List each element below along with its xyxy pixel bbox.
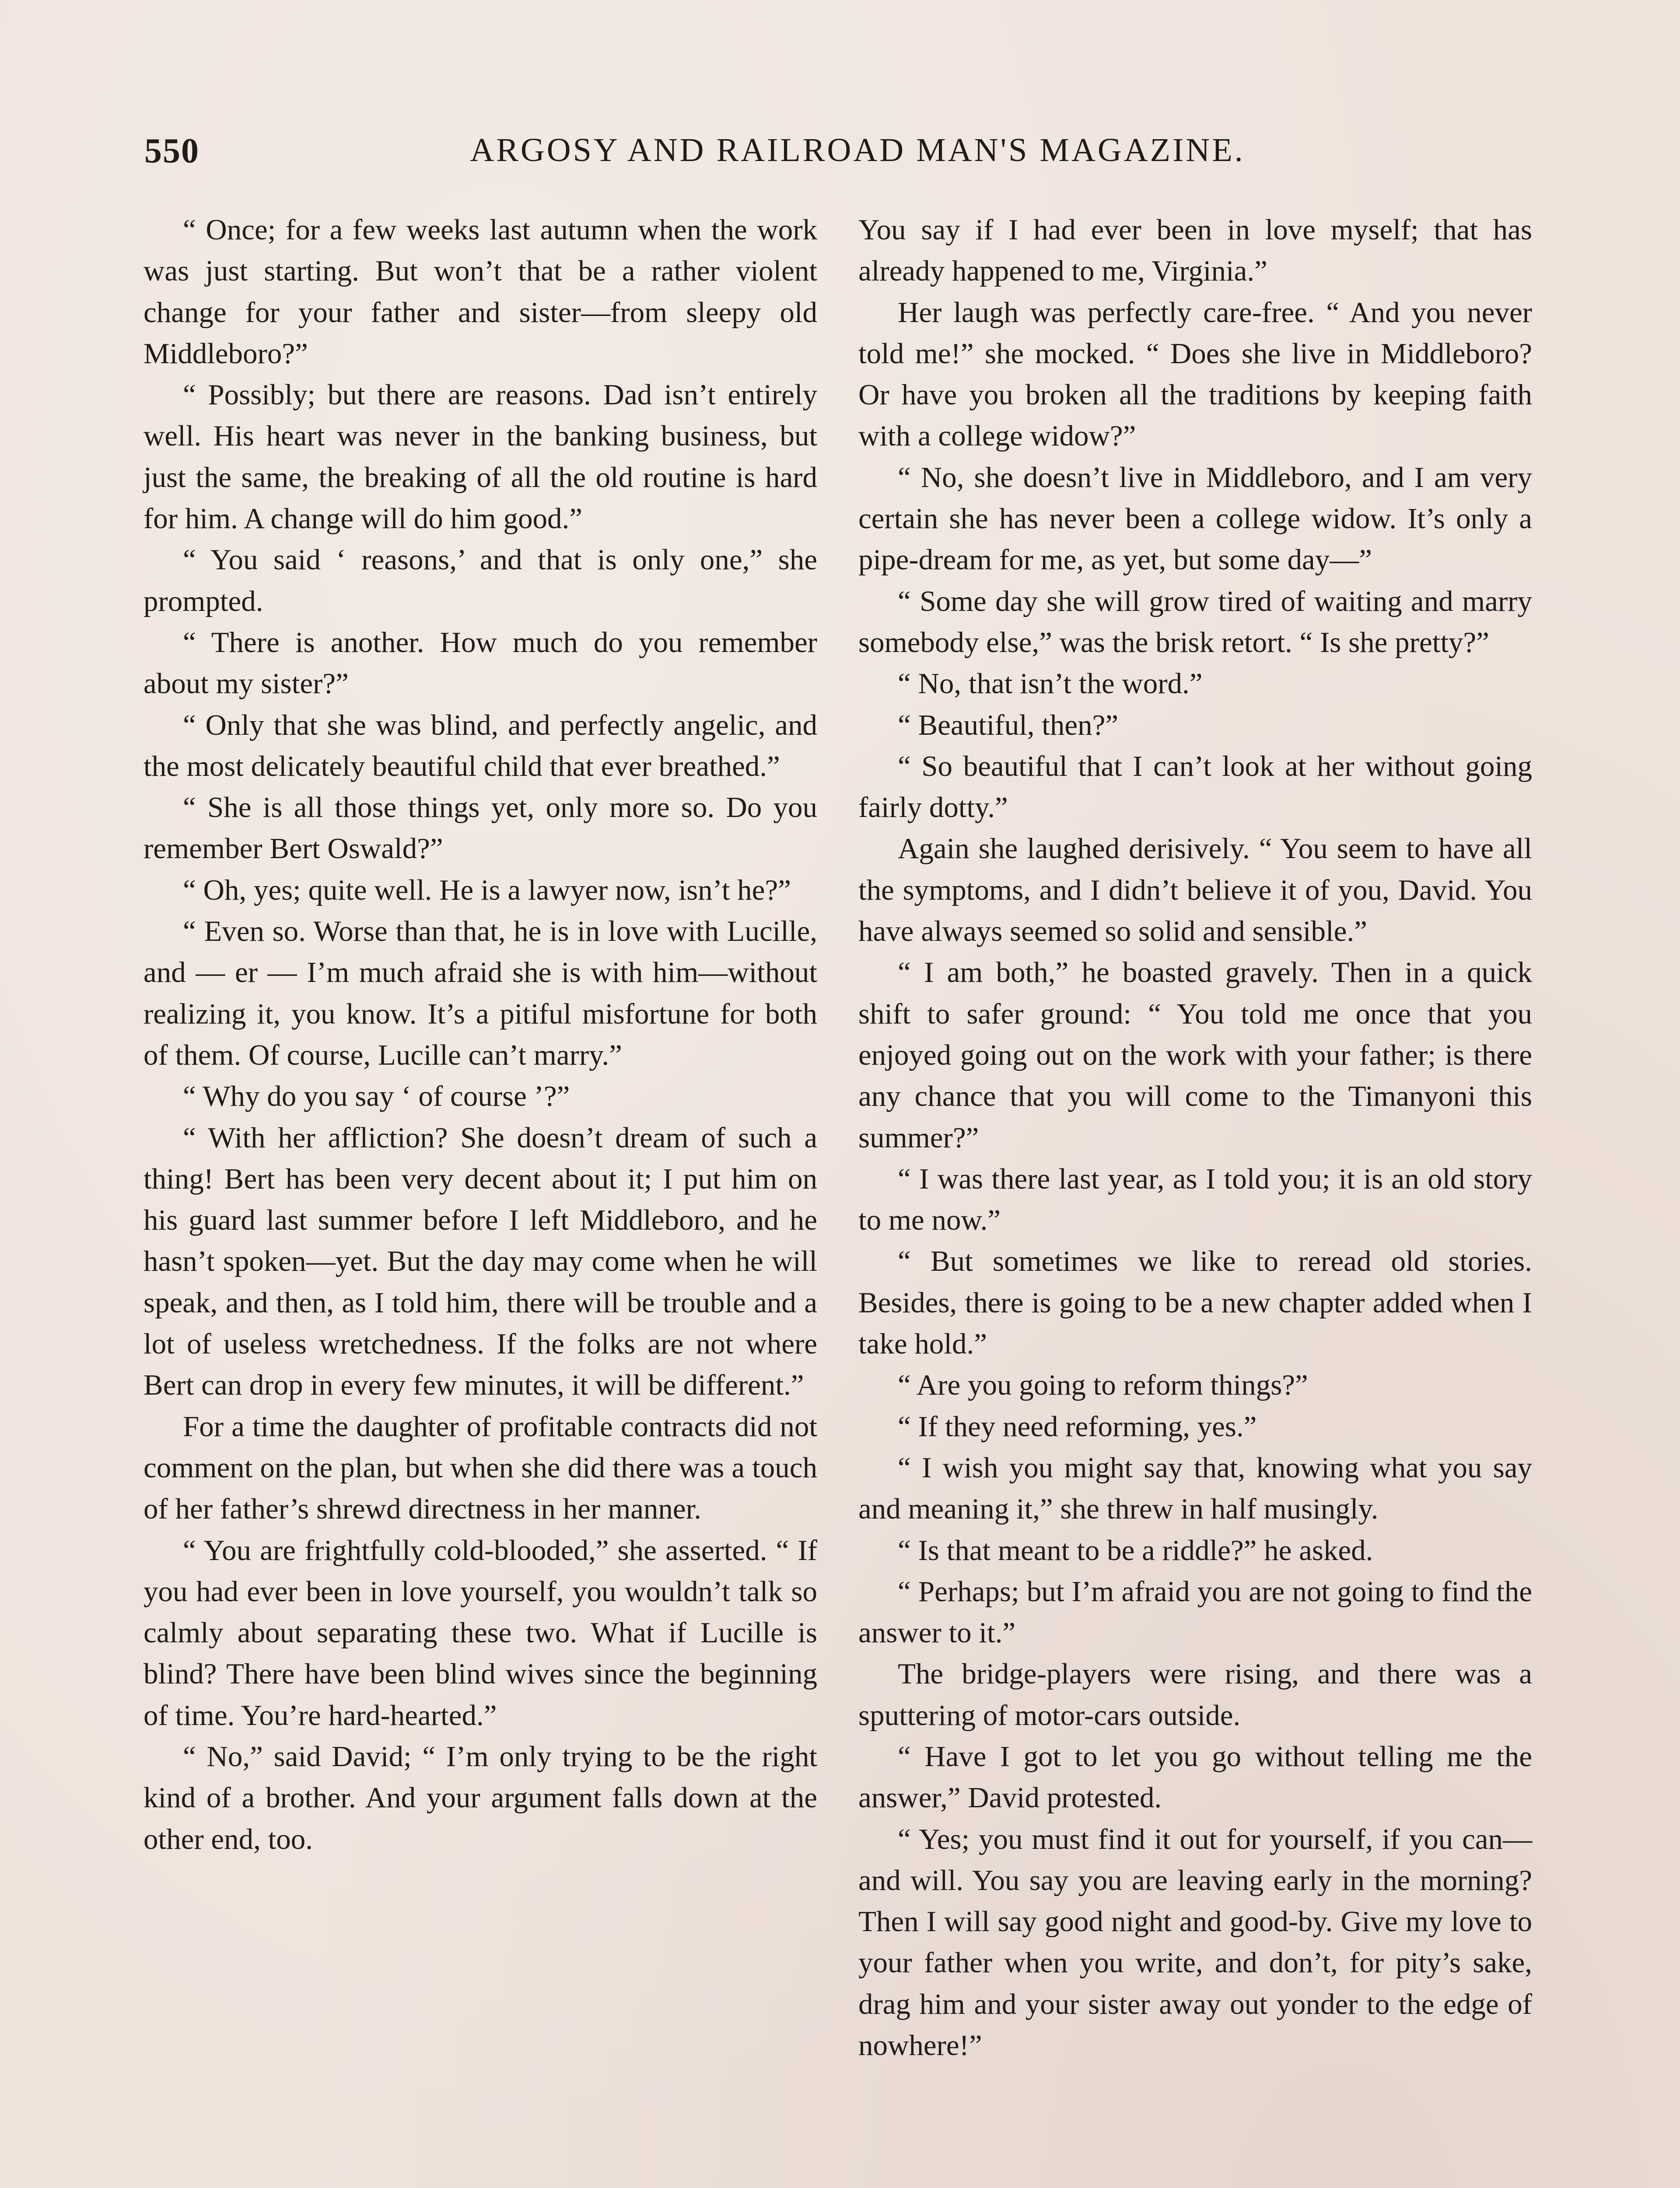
paragraph: “ Are you going to reform things?” <box>898 1369 1308 1402</box>
paragraph: The bridge-players were rising, and there was a sputtering of motor-cars outside. <box>858 1658 1532 1732</box>
paragraph: “ I was there last year, as I told you; it is an old story to me now.” <box>858 1162 1532 1237</box>
paragraph: “ You said ‘ reasons,’ and that is only one,” she prompted. <box>144 543 817 617</box>
paragraph: “ So beautiful that I can’t look at her without going fairly dotty.” <box>858 750 1532 824</box>
paragraph: “ But sometimes we like to reread old stories. Besides, there is going to be a new chapter added when I take hold.” <box>858 1245 1532 1360</box>
paragraph: “ There is another. How much do you remember about my sister?” <box>144 626 817 700</box>
running-title: ARGOSY AND RAILROAD MAN'S MAGAZINE. <box>470 132 1245 168</box>
paragraph: Her laugh was perfectly care-free. “ And you never told me!” she mocked. “ Does she live in Middleboro? Or have you broken all the traditions by keeping faith with a college widow?” <box>858 296 1532 452</box>
paragraph: “ Oh, yes; quite well. He is a lawyer now, isn’t he?” <box>183 873 791 906</box>
paragraph: “ Beautiful, then?” <box>898 708 1119 741</box>
paragraph: “ If they need reforming, yes.” <box>898 1410 1257 1443</box>
page-header <box>144 131 1536 184</box>
paragraph: “ Perhaps; but I’m afraid you are not going to find the answer to it.” <box>858 1575 1532 1649</box>
paragraph: “ Why do you say ‘ of course ’?” <box>183 1080 570 1113</box>
paragraph: For a time the daughter of profitable contracts did not comment on the plan, but when she did there was a touch of her father’s shrewd directness in her manner. <box>144 1410 817 1525</box>
paragraph: “ Some day she will grow tired of waiting and marry somebody else,” was the brisk retort. “ Is she pretty?” <box>858 585 1532 659</box>
paragraph: “ Only that she was blind, and perfectly angelic, and the most delicately beautiful child that ever breathed.” <box>144 708 817 782</box>
page-number: 550 <box>144 132 200 170</box>
right-column <box>858 209 1532 2066</box>
paragraph: “ No, she doesn’t live in Middleboro, and I am very certain she has never been a college widow. It’s only a pipe-dream for me, as yet, but some day—” <box>858 461 1532 576</box>
paragraph: “ No, that isn’t the word.” <box>898 667 1203 700</box>
paragraph: “ She is all those things yet, only more so. Do you remember Bert Oswald?” <box>144 791 817 865</box>
paragraph: “ Is that meant to be a riddle?” he asked. <box>898 1534 1373 1567</box>
paragraph: “ Possibly; but there are reasons. Dad isn’t entirely well. His heart was never in the banking business, but just the same, the breaking of all the old routine is hard for him. A change will do him good.” <box>144 379 817 535</box>
paragraph: “ You are frightfully cold-blooded,” she asserted. “ If you had ever been in love yourself, you wouldn’t talk so calmly about separating these two. What if Lucille is blind? There have been blind wives since the beginning of time. You’re hard-hearted.” <box>144 1534 817 1732</box>
paragraph: “ Once; for a few weeks last autumn when the work was just starting. But won’t that be a rather violent change for your father and sister—from sleepy old Middleboro?” <box>144 214 817 370</box>
paragraph: Again she laughed derisively. “ You seem to have all the symptoms, and I didn’t believe it of you, David. You have always seemed so solid and sensible.” <box>858 832 1532 948</box>
paragraph: “ No,” said David; “ I’m only trying to be the right kind of a brother. And your argument falls down at the other end, too. <box>144 1740 817 1855</box>
paragraph: “ I am both,” he boasted gravely. Then in a quick shift to safer ground: “ You told me once that you enjoyed going out on the work with your father; is there any chance that you will come to the Timanyoni this summer?” <box>858 956 1532 1154</box>
paragraph: “ Yes; you must find it out for yourself, if you can—and will. You say you are leaving early in the morning? Then I will say good night and good-by. Give my love to your father when you write, and don’t, for pity’s sake, drag him and your sister away out yonder to the edge of nowhere!” <box>858 1823 1532 2062</box>
paragraph: “ Even so. Worse than that, he is in love with Lucille, and — er — I’m much afraid she is with him—without realizing it, you know. It’s a pitiful misfortune for both of them. Of course, Lucille can’t marry.” <box>144 915 817 1071</box>
paragraph: “ I wish you might say that, knowing what you say and meaning it,” she threw in half musingly. <box>858 1451 1532 1525</box>
paragraph: “ Have I got to let you go without telling me the answer,” David protested. <box>858 1740 1532 1814</box>
paragraph: “ With her affliction? She doesn’t dream of such a thing! Bert has been very decent about it; I put him on his guard last summer before I left Middleboro, and he hasn’t spoken—yet. But the day may come when he will speak, and then, as I told him, there will be trouble and a lot of useless wretchedness. If the folks are not where Bert can drop in every few minutes, it will be different.” <box>144 1121 817 1402</box>
paragraph-continuation: You say if I had ever been in love myself; that has already happened to me, Virginia.” <box>858 214 1532 288</box>
left-column <box>144 209 817 1860</box>
